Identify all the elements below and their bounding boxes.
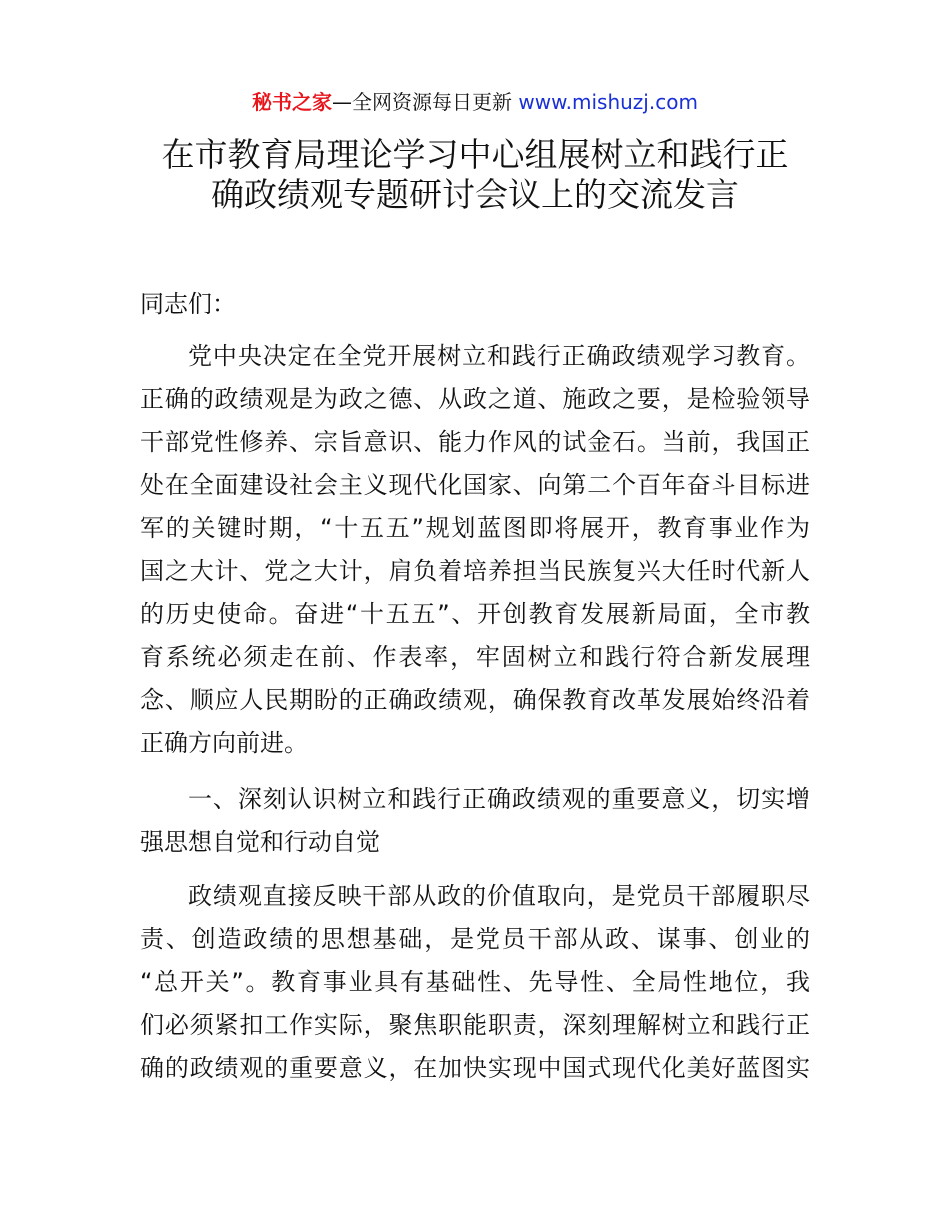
title-line-1: 在市教育局理论学习中心组展树立和践行正	[161, 135, 789, 174]
document-body	[140, 283, 810, 1090]
text-line: 干部党性修养、宗旨意识、能力作风的试金石。当前，我国正	[140, 428, 810, 456]
text-line: 军的关键时期，“十五五”规划蓝图即将展开，教育事业作为	[140, 514, 810, 542]
heading-line: 一、深刻认识树立和践行正确政绩观的重要意义，切实增	[188, 785, 810, 813]
text-line: 育系统必须走在前、作表率，牢固树立和践行符合新发展理	[140, 643, 810, 671]
text-line: 正确的政绩观是为政之德、从政之道、施政之要，是检验领导	[140, 385, 810, 413]
text-line: 党中央决定在全党开展树立和践行正确政绩观学习教育。	[188, 342, 810, 370]
paragraph-section-1	[140, 875, 810, 1090]
text-line: 正确方向前进。	[140, 729, 308, 757]
section-heading-1	[140, 778, 810, 864]
text-line: 确的政绩观的重要意义，在加快实现中国式现代化美好蓝图实	[140, 1054, 810, 1082]
text-line: 国之大计、党之大计，肩负着培养担当民族复兴大任时代新人	[140, 557, 810, 585]
banner-tagline: —全网资源每日更新	[332, 90, 513, 114]
site-banner	[0, 88, 950, 116]
text-line: 们必须紧扣工作实际，聚焦职能职责，深刻理解树立和践行正	[140, 1011, 810, 1039]
heading-line: 强思想自觉和行动自觉	[140, 828, 380, 856]
text-line: 政绩观直接反映干部从政的价值取向，是党员干部履职尽	[188, 882, 810, 910]
text-line: 念、顺应人民期盼的正确政绩观，确保教育改革发展始终沿着	[140, 686, 810, 714]
salutation: 同志们：	[140, 290, 236, 318]
brand-name: 秘书之家	[252, 90, 333, 114]
site-url-link[interactable]: www.mishuzj.com	[518, 90, 698, 114]
text-line: 责、创造政绩的思想基础，是党员干部从政、谋事、创业的	[140, 925, 810, 953]
document-title	[100, 135, 850, 215]
title-line-2: 确政绩观专题研讨会议上的交流发言	[211, 175, 739, 214]
paragraph-intro	[140, 335, 810, 765]
text-line: 处在全面建设社会主义现代化国家、向第二个百年奋斗目标进	[140, 471, 810, 499]
text-line: “总开关”。教育事业具有基础性、先导性、全局性地位，我	[140, 968, 810, 996]
text-line: 的历史使命。奋进“十五五”、开创教育发展新局面，全市教	[140, 600, 810, 628]
